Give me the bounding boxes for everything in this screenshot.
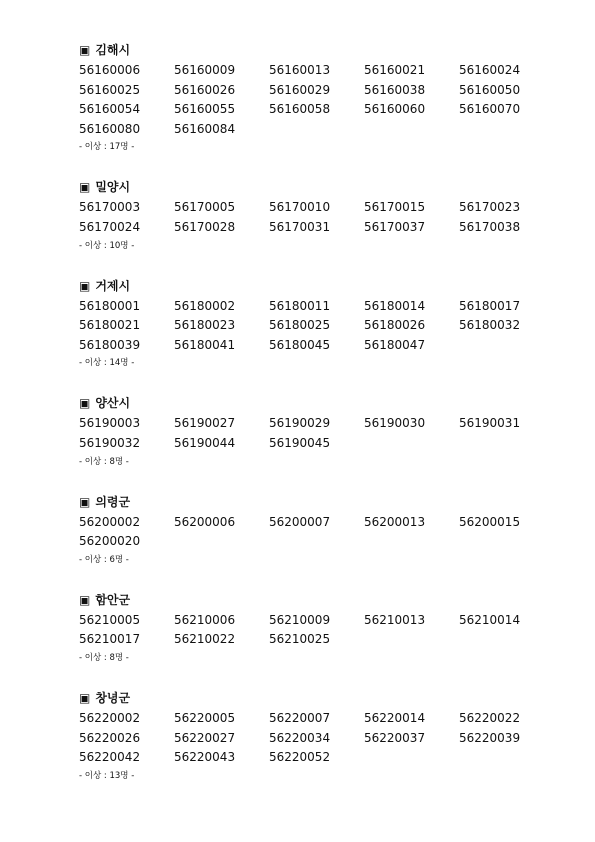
list-item: 56160050	[459, 82, 521, 97]
list-item: 56200020	[79, 534, 141, 549]
list-item: 56160009	[174, 63, 236, 77]
section-spacer	[79, 470, 559, 493]
list-item: 56180011	[269, 298, 331, 313]
region-section	[79, 41, 559, 155]
list-item: 56220002	[79, 710, 141, 725]
code-list	[79, 61, 559, 139]
list-item: 56160084	[174, 121, 236, 136]
square-bullet-icon: ▣	[79, 592, 91, 607]
list-item: 56180045	[269, 337, 331, 352]
list-item: 56220034	[269, 730, 331, 745]
list-item: 56170038	[459, 219, 521, 234]
code-list	[79, 297, 559, 356]
list-item: 56190045	[269, 435, 331, 450]
square-bullet-icon: ▣	[79, 690, 91, 705]
square-bullet-icon: ▣	[79, 180, 91, 195]
count-summary: - 이상 : 13명 -	[79, 770, 135, 781]
list-item: 56160080	[79, 121, 141, 136]
list-item: 56170028	[174, 219, 236, 234]
list-item: 56210017	[79, 632, 141, 647]
region-section	[79, 591, 559, 666]
list-item: 56170005	[174, 200, 236, 215]
list-item: 56190044	[174, 435, 236, 450]
list-item: 56160054	[79, 102, 141, 117]
list-item: 56190029	[269, 416, 331, 431]
list-item: 56180021	[79, 318, 141, 333]
list-item: 56210006	[174, 612, 236, 627]
list-item: 56180002	[174, 298, 236, 313]
list-item: 56200006	[174, 514, 236, 529]
count-summary: - 이상 : 10명 -	[79, 240, 135, 251]
region-title: 밀양시	[95, 180, 131, 195]
section-spacer	[79, 155, 559, 178]
count-summary: - 이상 : 6명 -	[79, 554, 129, 565]
section-spacer	[79, 568, 559, 591]
code-list	[79, 513, 559, 552]
list-item: 56170031	[269, 219, 331, 234]
list-item: 56180001	[79, 298, 141, 313]
list-item: 56160024	[459, 63, 521, 77]
list-item: 56170010	[269, 200, 331, 215]
list-item: 56220005	[174, 710, 236, 725]
list-item: 56220043	[174, 750, 236, 765]
list-item: 56160021	[364, 63, 426, 77]
list-item: 56210022	[174, 632, 236, 647]
list-item: 56210005	[79, 612, 141, 627]
list-item: 56190030	[364, 416, 426, 431]
list-item: 56200007	[269, 514, 331, 529]
list-item: 56160058	[269, 102, 331, 117]
region-title: 양산시	[95, 396, 131, 411]
region-section	[79, 394, 559, 469]
square-bullet-icon: ▣	[79, 43, 91, 57]
list-item: 56160006	[79, 63, 141, 77]
list-item: 56210009	[269, 612, 331, 627]
count-summary: - 이상 : 8명 -	[79, 652, 129, 663]
list-item: 56200002	[79, 514, 141, 529]
list-item: 56200015	[459, 514, 521, 529]
square-bullet-icon: ▣	[79, 396, 91, 411]
list-item: 56190003	[79, 416, 141, 431]
list-item: 56210014	[459, 612, 521, 627]
region-title: 김해시	[95, 43, 131, 57]
code-list	[79, 414, 559, 453]
list-item: 56180014	[364, 298, 426, 313]
list-item: 56220026	[79, 730, 141, 745]
list-item: 56180039	[79, 337, 141, 352]
section-spacer	[79, 254, 559, 277]
list-item: 56160070	[459, 102, 521, 117]
region-section	[79, 277, 559, 372]
region-section	[79, 178, 559, 253]
region-heading	[79, 591, 559, 609]
list-item: 56190031	[459, 416, 521, 431]
list-item: 56210025	[269, 632, 331, 647]
region-section	[79, 493, 559, 568]
list-item: 56160025	[79, 82, 141, 97]
list-item: 56160060	[364, 102, 426, 117]
list-item: 56170015	[364, 200, 426, 215]
list-item: 56180017	[459, 298, 521, 313]
code-list	[79, 198, 559, 237]
region-heading	[79, 178, 559, 196]
list-item: 56220027	[174, 730, 236, 745]
count-summary: - 이상 : 8명 -	[79, 456, 129, 467]
list-item: 56210013	[364, 612, 426, 627]
list-item: 56160029	[269, 82, 331, 97]
region-section	[79, 689, 559, 784]
list-item: 56220039	[459, 730, 521, 745]
list-item: 56180041	[174, 337, 236, 352]
region-title: 의령군	[95, 494, 131, 509]
list-item: 56160013	[269, 63, 331, 77]
list-item: 56190032	[79, 435, 141, 450]
list-item: 56220014	[364, 710, 426, 725]
code-list	[79, 611, 559, 650]
list-item: 56160055	[174, 102, 236, 117]
list-item: 56180023	[174, 318, 236, 333]
section-spacer	[79, 371, 559, 394]
list-item: 56190027	[174, 416, 236, 431]
list-item: 56180025	[269, 318, 331, 333]
region-heading	[79, 689, 559, 707]
list-item: 56170023	[459, 200, 521, 215]
region-title: 함안군	[95, 592, 131, 607]
region-heading	[79, 41, 559, 59]
list-item: 56180032	[459, 318, 521, 333]
list-item: 56200013	[364, 514, 426, 529]
region-title: 창녕군	[95, 690, 131, 705]
square-bullet-icon: ▣	[79, 494, 91, 509]
section-spacer	[79, 666, 559, 689]
region-heading	[79, 493, 559, 511]
list-item: 56220022	[459, 710, 521, 725]
list-item: 56160038	[364, 82, 426, 97]
code-list	[79, 709, 559, 768]
count-summary: - 이상 : 17명 -	[79, 142, 135, 153]
list-item: 56220052	[269, 750, 331, 765]
list-item: 56160026	[174, 82, 236, 97]
list-item: 56180047	[364, 337, 426, 352]
list-item: 56220042	[79, 750, 141, 765]
list-item: 56170037	[364, 219, 426, 234]
document-body	[79, 41, 559, 784]
list-item: 56220037	[364, 730, 426, 745]
region-title: 거제시	[95, 278, 131, 293]
list-item: 56180026	[364, 318, 426, 333]
square-bullet-icon: ▣	[79, 278, 91, 293]
list-item: 56220007	[269, 710, 331, 725]
region-heading	[79, 277, 559, 295]
count-summary: - 이상 : 14명 -	[79, 358, 135, 369]
list-item: 56170024	[79, 219, 141, 234]
region-heading	[79, 394, 559, 412]
list-item: 56170003	[79, 200, 141, 215]
